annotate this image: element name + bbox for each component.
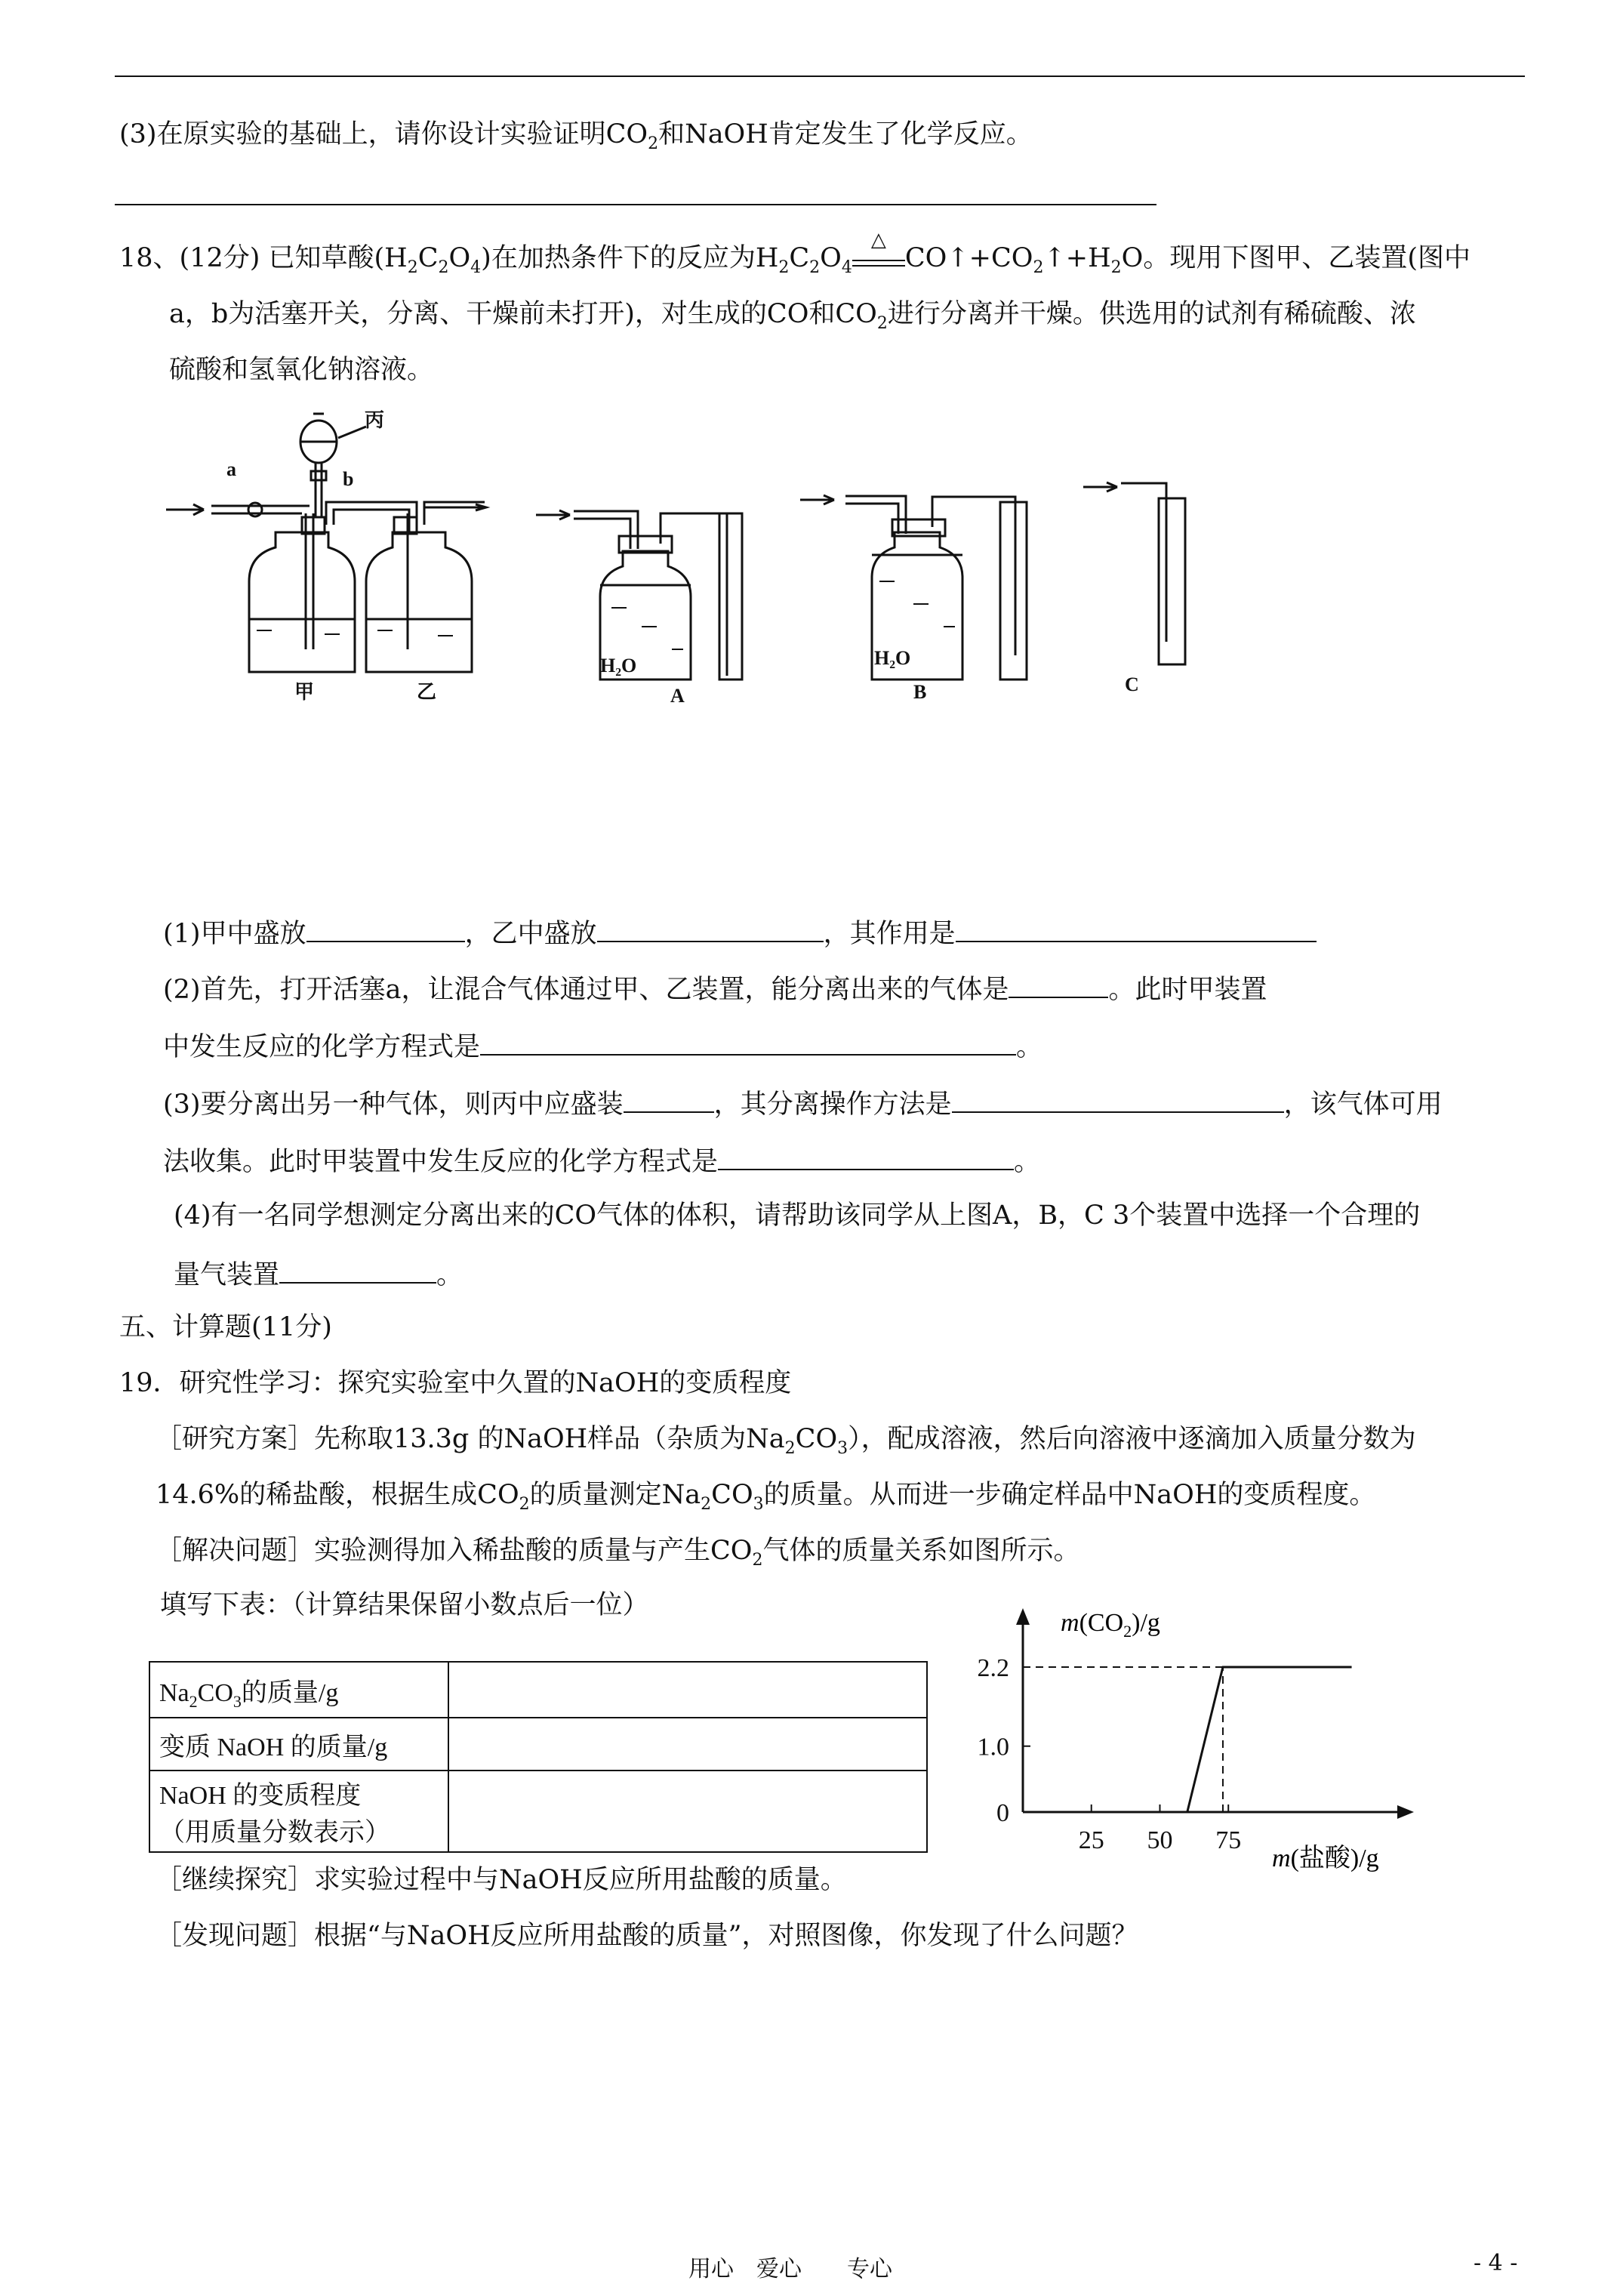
- q19-fill: 填写下表：（计算结果保留小数点后一位）: [160, 1590, 649, 1620]
- q18-part4-cont: 量气装置 。: [174, 1256, 463, 1290]
- answer-blank[interactable]: [718, 1143, 1014, 1170]
- section-title: 五、计算题(11分): [119, 1312, 332, 1342]
- apparatus-b-icon: [800, 495, 1027, 680]
- answer-blank[interactable]: [597, 915, 824, 942]
- q19-title: 19．研究性学习：探究实验室中久置的NaOH的变质程度: [119, 1368, 792, 1398]
- y-tick-label: 0: [996, 1799, 1009, 1827]
- apparatus-c-icon: [1083, 482, 1185, 664]
- q19-solve: ［解决问题］实验测得加入稀盐酸的质量与产生$CO_2$气体的质量关系如图所示。: [156, 1536, 1080, 1570]
- q18-part4: (4)有一名同学想测定分离出来的CO气体的体积，请帮助该同学从上图A，B，C 3个装置中选择一个合理的: [174, 1200, 1421, 1231]
- x-tick-label: 50: [1147, 1826, 1173, 1854]
- q18-part3: (3)要分离出另一种气体，则丙中应盛装 ，其分离操作方法是 ，该气体可用: [163, 1086, 1443, 1120]
- jar-jia-icon: [249, 513, 355, 672]
- answer-cell[interactable]: [448, 1662, 927, 1718]
- q18-part1: (1)甲中盛放 ，乙中盛放 ，其作用是: [163, 915, 1317, 949]
- answer-cell[interactable]: [448, 1718, 927, 1771]
- svg-text:乙: 乙: [417, 681, 437, 703]
- footer-motto: 用心 爱心 专心: [688, 2256, 892, 2282]
- chart-axes: [1016, 1608, 1414, 1819]
- svg-text:H₂O: H₂O: [874, 647, 911, 669]
- q18-line2: a，b为活塞开关，分离、干燥前未打开)，对生成的CO和$CO_2$进行分离并干燥。供选用的试剂有稀硫酸、浓: [169, 299, 1416, 333]
- x-tick-label: 25: [1078, 1826, 1104, 1854]
- chart-series: [1023, 1667, 1352, 1812]
- table-row: [149, 1771, 927, 1852]
- table-row: [149, 1718, 927, 1771]
- svg-text:甲: 甲: [294, 681, 315, 703]
- co2-chart: [966, 1601, 1419, 1872]
- answer-table: [149, 1661, 928, 1853]
- svg-text:a: a: [226, 458, 236, 480]
- q18-part3-cont: 法收集。此时甲装置中发生反应的化学方程式是 。: [163, 1143, 1040, 1177]
- table-label: $Na_2CO_3$的质量/g: [149, 1662, 448, 1718]
- apparatus-figure: [151, 400, 1223, 717]
- heat-equals: △: [852, 245, 905, 267]
- answer-blank[interactable]: [480, 1028, 1016, 1056]
- svg-text:A: A: [670, 685, 685, 707]
- answer-blank[interactable]: [624, 1086, 714, 1113]
- answer-line: [115, 204, 1156, 205]
- svg-text:b: b: [343, 468, 354, 490]
- apparatus-a-icon: [536, 510, 742, 680]
- q19-plan: ［研究方案］先称取13.3g 的NaOH样品（杂质为$Na_2CO_3$），配成溶液，然后向溶液中逐滴加入质量分数为: [156, 1424, 1416, 1458]
- x-axis-label: m(盐酸)/g: [1272, 1845, 1379, 1872]
- top-rule: [115, 76, 1525, 77]
- y-tick-label: 2.2: [977, 1654, 1009, 1682]
- answer-blank[interactable]: [956, 915, 1317, 942]
- y-tick-label: 1.0: [977, 1733, 1009, 1761]
- q18-line3: 硫酸和氢氧化钠溶液。: [169, 355, 434, 385]
- q19-continue: ［继续探究］求实验过程中与NaOH反应所用盐酸的质量。: [156, 1865, 847, 1895]
- svg-text:H₂O: H₂O: [600, 655, 637, 676]
- q18-part2-cont: 中发生反应的化学方程式是 。: [163, 1028, 1042, 1062]
- q17-part3: (3)在原实验的基础上，请你设计实验证明$CO_2$和NaOH肯定发生了化学反应。: [119, 119, 1033, 153]
- jar-yi-icon: [366, 502, 486, 672]
- y-axis-label: $m(CO_2)/g$: [1061, 1609, 1160, 1641]
- answer-blank[interactable]: [279, 1256, 436, 1284]
- series-line: [1023, 1667, 1352, 1812]
- y-axis-arrow-icon: [1016, 1608, 1030, 1625]
- table-label: NaOH 的变质程度 （用质量分数表示）: [149, 1771, 448, 1852]
- page-number: - 4 -: [1474, 2250, 1518, 2276]
- svg-text:C: C: [1125, 673, 1139, 695]
- table-label: 变质 NaOH 的质量/g: [149, 1718, 448, 1771]
- x-tick-label: 75: [1215, 1826, 1242, 1854]
- svg-text:丙: 丙: [365, 409, 385, 431]
- answer-blank[interactable]: [952, 1086, 1284, 1113]
- answer-cell[interactable]: [448, 1771, 927, 1852]
- svg-text:B: B: [913, 681, 927, 703]
- q18-line1: 18、(12分) 已知草酸$(H_2C_2O_4)$在加热条件下的反应为$H_2C_2O_4$ △ $CO↑+CO_2↑+H_2O$。现用下图甲、乙装置(图中: [119, 229, 1471, 277]
- answer-blank[interactable]: [1009, 971, 1108, 998]
- q18-part2: (2)首先，打开活塞a，让混合气体通过甲、乙装置，能分离出来的气体是 。此时甲装置: [163, 971, 1267, 1005]
- x-axis-arrow-icon: [1397, 1805, 1414, 1819]
- answer-blank[interactable]: [306, 915, 465, 942]
- q19-plan-cont: 14.6%的稀盐酸，根据生成$CO_2$的质量测定$Na_2CO_3$的质量。从而进一步确定样品中NaOH的变质程度。: [156, 1480, 1376, 1514]
- table-row: [149, 1662, 927, 1718]
- q19-discover: ［发现问题］根据“与NaOH反应所用盐酸的质量”，对照图像，你发现了什么问题？: [156, 1921, 1138, 1951]
